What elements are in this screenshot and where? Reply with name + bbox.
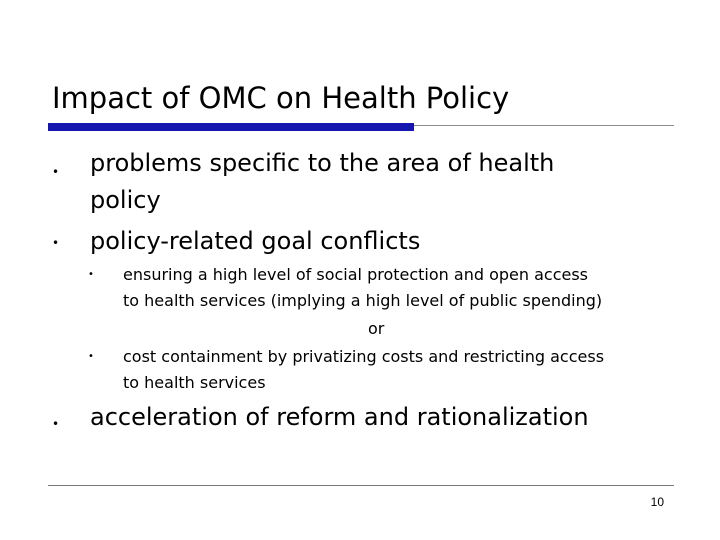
bullet-1-line-1: problems specific to the area of health xyxy=(90,149,555,177)
bullet-3-marker: • xyxy=(52,417,60,431)
separator-or: or xyxy=(368,319,385,338)
subbullet-1-line-2: to health services (implying a high level of public spending) xyxy=(123,291,603,310)
subbullet-1-marker: • xyxy=(88,269,94,280)
subbullet-2-marker: • xyxy=(88,351,94,362)
bullet-2-line-1: policy-related goal conflicts xyxy=(90,227,421,255)
page-number: 10 xyxy=(650,495,664,509)
title-accent-bar xyxy=(48,123,414,131)
bullet-1-marker: • xyxy=(52,165,60,179)
bullet-3-line-1: acceleration of reform and rationalization xyxy=(90,403,589,431)
subbullet-1-line-1: ensuring a high level of social protection and open access xyxy=(123,265,589,284)
bullet-1-line-2: policy xyxy=(90,186,161,214)
subbullet-2-line-2: to health services xyxy=(123,373,266,392)
footer-divider-line xyxy=(48,485,674,486)
subbullet-2-line-1: cost containment by privatizing costs and restricting access xyxy=(123,347,605,366)
bullet-2-marker: • xyxy=(52,236,60,250)
slide-title: Impact of OMC on Health Policy xyxy=(52,81,510,115)
